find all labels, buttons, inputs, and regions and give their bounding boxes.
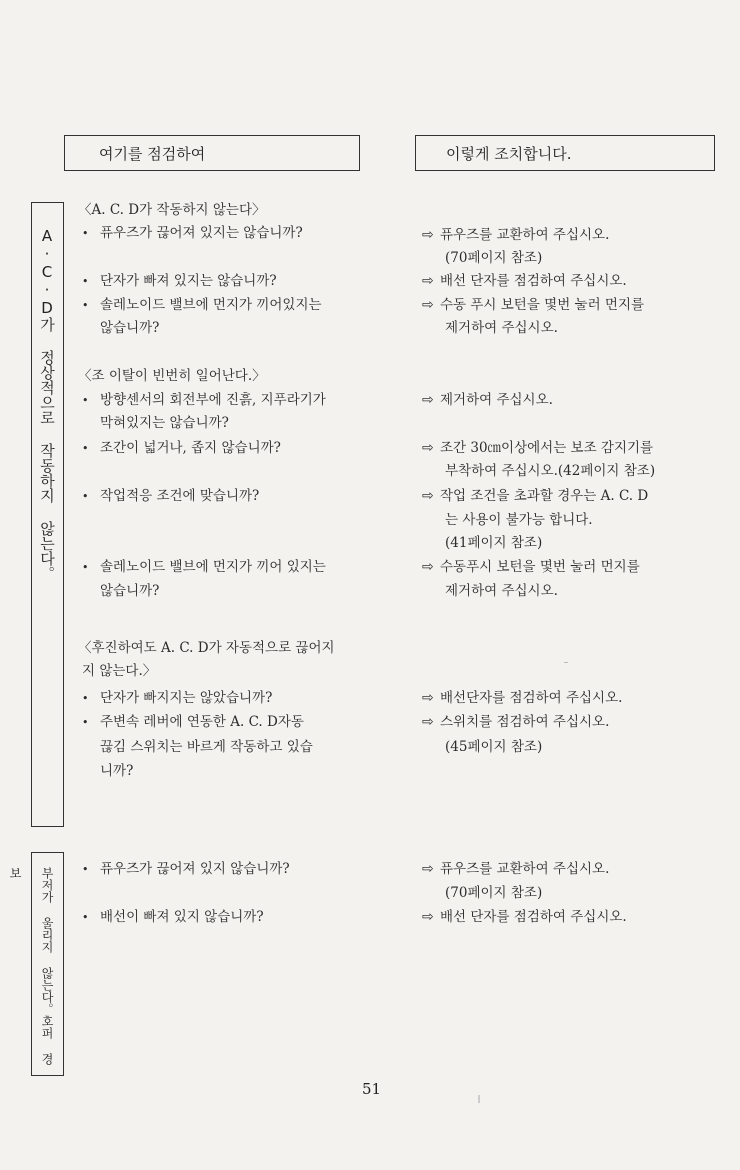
action-header (415, 135, 715, 171)
check-item (82, 711, 304, 734)
check-item (82, 437, 281, 460)
check-item-continued: 않습니까? (100, 320, 160, 336)
check-item (82, 858, 290, 881)
action-header-label: 이렇게 조치합니다. (446, 144, 572, 163)
bullet-icon: • (82, 692, 89, 705)
check-item-text: 퓨우즈가 끊어져 있지는 않습니까? (100, 225, 303, 241)
problem-heading: 〈조 이탈이 빈번히 일어난다.〉 (78, 368, 266, 384)
check-item-text: 배선이 빠져 있지 않습니까? (100, 909, 264, 925)
action-item-text: 퓨우즈를 교환하여 주십시오. (440, 861, 610, 877)
action-item (422, 711, 609, 734)
action-item-text: 배선 단자를 점검하여 주십시오. (440, 273, 627, 289)
check-item-text: 방향센서의 회전부에 진흙, 지푸라기가 (100, 392, 326, 408)
action-item-continued: (41페이지 참조) (445, 535, 543, 551)
page-number: 51 (362, 1080, 382, 1098)
section-label-buzzer-text: 부저가 울리지 않는다。호퍼 경보 (8, 867, 54, 1065)
bullet-icon: • (82, 227, 89, 240)
action-item (422, 906, 627, 929)
problem-heading-continued: 지 않는다.〉 (82, 663, 157, 679)
action-item-continued: (45페이지 참조) (445, 739, 543, 755)
problem-heading: 〈후진하여도 A. C. D가 자동적으로 끊어지 (78, 640, 335, 656)
arrow-right-icon: ⇨ (422, 273, 434, 289)
arrow-right-icon: ⇨ (422, 297, 434, 313)
check-item-continued: 막혀있지는 않습니까? (100, 415, 229, 431)
check-item-text: 단자가 빠져 있지는 않습니까? (100, 273, 277, 289)
action-item-text: 스위치를 점검하여 주십시오. (440, 714, 610, 730)
check-item-text: 퓨우즈가 끊어져 있지 않습니까? (100, 861, 290, 877)
action-item-text: 퓨우즈를 교환하여 주십시오. (440, 227, 610, 243)
action-item (422, 389, 553, 412)
action-item (422, 270, 627, 293)
check-item-continued: 않습니까? (100, 583, 160, 599)
action-item-continued: 부착하여 주십시오.(42페이지 참조) (445, 463, 656, 479)
arrow-right-icon: ⇨ (422, 488, 434, 504)
arrow-right-icon: ⇨ (422, 440, 434, 456)
check-item-text: 조간이 넓거나, 좁지 않습니까? (100, 440, 281, 456)
check-item-continued: 끊김 스위치는 바르게 작동하고 있습 (100, 739, 313, 755)
action-item-text: 수동 푸시 보턴을 몇번 눌러 먼지를 (440, 297, 645, 313)
action-item-text: 조간 30㎝이상에서는 보조 감지기를 (440, 440, 654, 456)
action-item-continued: 는 사용이 불가능 합니다. (445, 512, 593, 528)
bullet-icon: • (82, 394, 89, 407)
arrow-right-icon: ⇨ (422, 909, 434, 925)
action-item (422, 485, 648, 508)
scan-speck (564, 662, 568, 663)
action-item (422, 294, 644, 317)
section-label-acd (31, 202, 64, 827)
arrow-right-icon: ⇨ (422, 714, 434, 730)
action-item (422, 687, 622, 710)
arrow-right-icon: ⇨ (422, 861, 434, 877)
check-item-continued: 니까? (100, 763, 134, 779)
bullet-icon: • (82, 299, 89, 312)
action-item-continued: 제거하여 주십시오. (445, 583, 558, 599)
arrow-right-icon: ⇨ (422, 227, 434, 243)
arrow-right-icon: ⇨ (422, 559, 434, 575)
action-item-continued: (70페이지 참조) (445, 250, 543, 266)
arrow-right-icon: ⇨ (422, 392, 434, 408)
action-item-continued: (70페이지 참조) (445, 885, 543, 901)
section-label-buzzer (8, 852, 64, 1076)
check-item (82, 294, 322, 317)
action-item-text: 배선단자를 점검하여 주십시오. (440, 690, 623, 706)
section-label-acd-text: A·C·D가 정상적으로 작동하지 않는다。 (38, 227, 56, 581)
check-item-text: 솔레노이드 밸브에 먼지가 끼어 있지는 (100, 559, 326, 575)
arrow-right-icon: ⇨ (422, 690, 434, 706)
check-item-text: 솔레노이드 밸브에 먼지가 끼어있지는 (100, 297, 322, 313)
bullet-icon: • (82, 275, 89, 288)
check-header (64, 135, 360, 171)
bullet-icon: • (82, 911, 89, 924)
action-item (422, 858, 609, 881)
action-item (422, 556, 640, 579)
check-item (82, 222, 303, 245)
check-item (82, 270, 277, 293)
check-item-text: 주변속 레버에 연동한 A. C. D자동 (100, 714, 304, 730)
check-item-text: 작업적응 조건에 맞습니까? (100, 488, 260, 504)
check-item (82, 687, 272, 710)
bullet-icon: • (82, 863, 89, 876)
bullet-icon: • (82, 490, 89, 503)
problem-heading: 〈A. C. D가 작동하지 않는다〉 (78, 202, 266, 218)
scan-speck (478, 1095, 480, 1103)
check-item (82, 389, 326, 412)
action-item (422, 224, 609, 247)
action-item-text: 작업 조건을 초과할 경우는 A. C. D (440, 488, 649, 504)
action-item (422, 437, 653, 460)
bullet-icon: • (82, 716, 89, 729)
action-item-text: 수동푸시 보턴을 몇번 눌러 먼지를 (440, 559, 640, 575)
bullet-icon: • (82, 561, 89, 574)
action-item-continued: 제거하여 주십시오. (445, 320, 558, 336)
check-item-text: 단자가 빠지지는 않았습니까? (100, 690, 273, 706)
bullet-icon: • (82, 442, 89, 455)
check-header-label: 여기를 점검하여 (99, 144, 206, 163)
action-item-text: 제거하여 주십시오. (440, 392, 553, 408)
check-item (82, 485, 259, 508)
check-item (82, 556, 326, 579)
action-item-text: 배선 단자를 점검하여 주십시오. (440, 909, 627, 925)
check-item (82, 906, 264, 929)
